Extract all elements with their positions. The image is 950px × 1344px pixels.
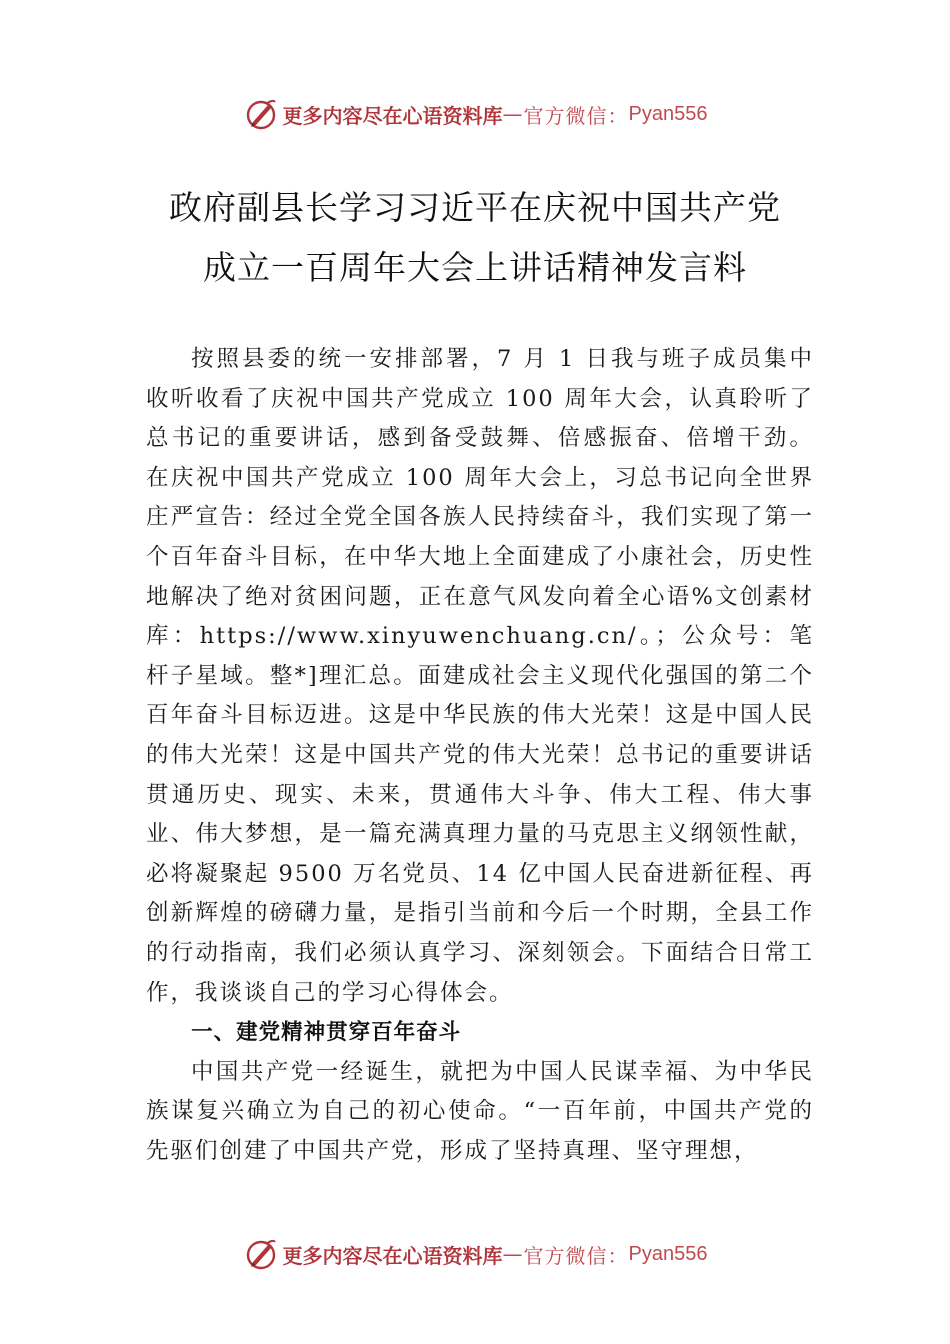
watermark-footer bbox=[0, 1232, 950, 1276]
title-line-1: 政府副县长学习习近平在庆祝中国共产党 bbox=[169, 188, 781, 227]
document-title bbox=[0, 178, 950, 298]
watermark-sub-text: 官方微信： bbox=[523, 1243, 629, 1268]
section-heading-1: 一、建党精神贯穿百年奋斗 bbox=[191, 1020, 462, 1046]
title-line-2: 成立一百周年大会上讲话精神发言料 bbox=[203, 248, 747, 287]
watermark-sub-text: 官方微信： bbox=[523, 103, 629, 128]
watermark-dash: — bbox=[502, 102, 524, 126]
pen-seal-logo-icon bbox=[243, 96, 279, 132]
paragraph-2: 中国共产党一经诞生，就把为中国人民谋幸福、为中华民族谋复兴确立为自己的初心使命。“一百年前，中国共产党的先驱们创建了中国共产党，形成了坚持真理、坚守理想， bbox=[146, 1058, 814, 1164]
watermark-header bbox=[0, 92, 950, 136]
watermark-main-text: 更多内容尽在心语资料库 bbox=[282, 103, 503, 128]
watermark-dash: — bbox=[502, 1242, 524, 1266]
paragraph-1: 按照县委的统一安排部署，7 月 1 日我与班子成员集中收听收看了庆祝中国共产党成立 100 周年大会，认真聆听了总书记的重要讲话，感到备受鼓舞、倍感振奋、倍增干劲。 在庆祝中国共产党成立 100 周年大会上，习总书记向全世界庄严宣告：经过全党全国各族人民持续奋斗，我们实现了第一个百年奋斗目标，在中华大地上全面建成了小康社会，历史性地解决了绝对贫困问题，正在意气风发向着全心语%文创素材库：https://www.xinyuwenchuang.cn/。；公众号：笔杆子星域。整*]理汇总。面建成社会主义现代化强国的第二个百年奋斗目标迈进。这是中华民族的伟大光荣！这是中国人民的伟大光荣！这是中国共产党的伟大光荣！总书记的重要讲话贯通历史、现实、未来，贯通伟大斗争、伟大工程、伟大事业、伟大梦想，是一篇充满真理力量的马克思主义纲领性献，必将凝聚起 9500 万名党员、14 亿中国人民奋进新征程、再创新辉煌的磅礴力量，是指引当前和今后一个时期，全县工作的行动指南，我们必须认真学习、深刻领会。下面结合日常工作，我谈谈自己的学习心得体会。 bbox=[146, 346, 814, 1006]
watermark-wechat-id: Pyan556 bbox=[628, 1242, 708, 1265]
watermark-main-text: 更多内容尽在心语资料库 bbox=[282, 1243, 503, 1268]
pen-seal-logo-icon bbox=[243, 1236, 279, 1272]
document-body bbox=[146, 340, 814, 1171]
watermark-wechat-id: Pyan556 bbox=[628, 102, 708, 125]
